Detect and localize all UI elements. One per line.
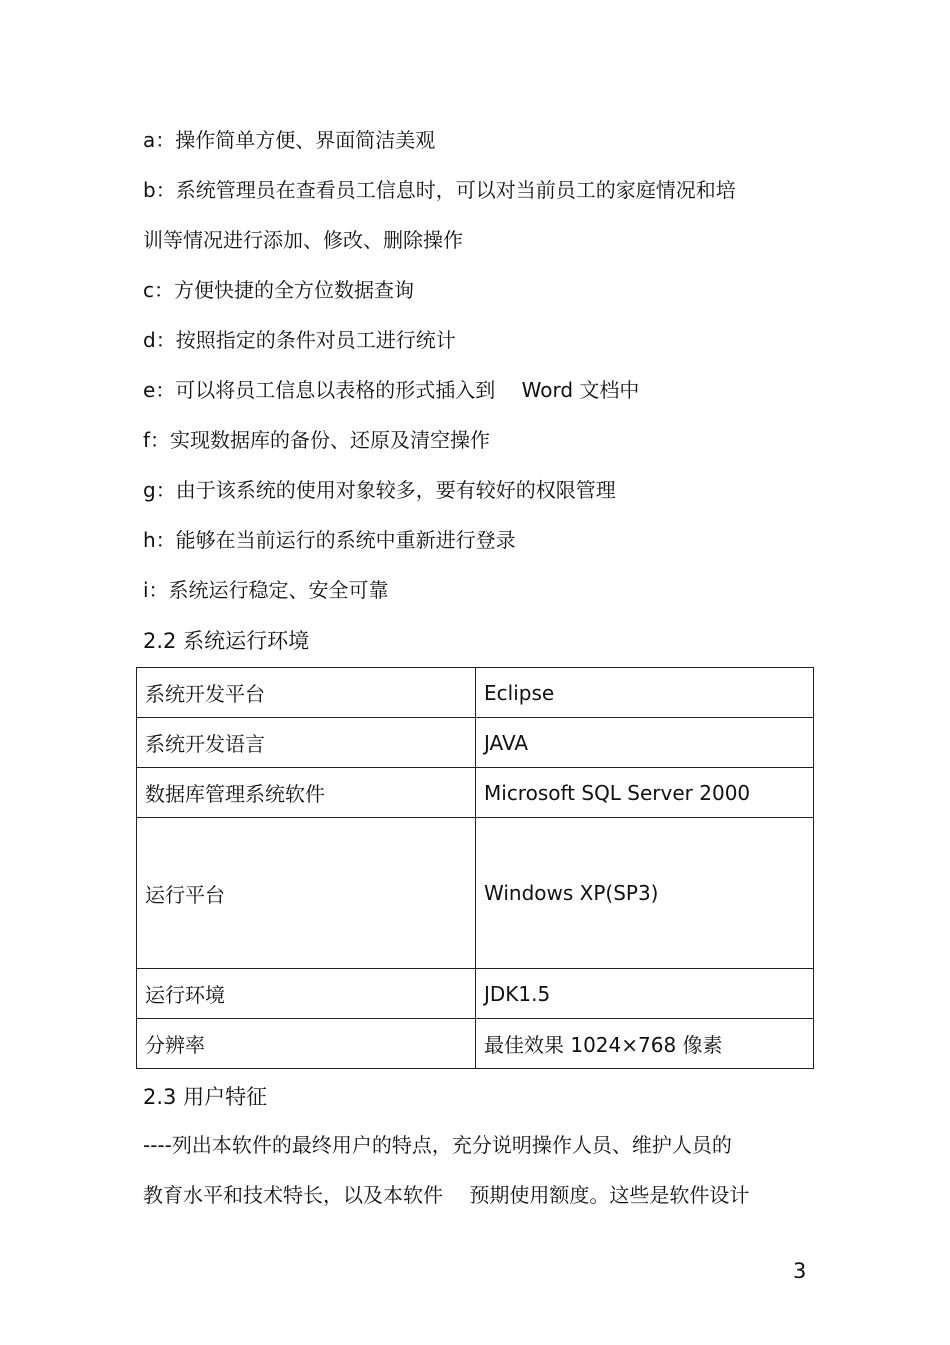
table-row — [137, 668, 814, 718]
requirement-line-h: h：能够在当前运行的系统中重新进行登录 — [143, 528, 516, 552]
table-row — [137, 969, 814, 1019]
requirement-line-d: d：按照指定的条件对员工进行统计 — [143, 328, 456, 352]
requirement-line-f: f：实现数据库的备份、还原及清空操作 — [143, 428, 491, 452]
table-row — [137, 718, 814, 768]
requirement-line-b-cont: 训等情况进行添加、修改、删除操作 — [143, 228, 463, 252]
table-cell-value: Microsoft SQL Server 2000 — [476, 768, 814, 818]
requirement-line-b: b：系统管理员在查看员工信息时，可以对当前员工的家庭情况和培 — [143, 178, 736, 202]
user-features-line-1: ----列出本软件的最终用户的特点，充分说明操作人员、维护人员的 — [143, 1133, 732, 1157]
requirement-line-e: e：可以将员工信息以表格的形式插入到 Word 文档中 — [143, 378, 640, 402]
user-features-line-2: 教育水平和技术特长，以及本软件 预期使用额度。这些是软件设计 — [143, 1183, 750, 1207]
requirement-line-i: i：系统运行稳定、安全可靠 — [143, 578, 389, 602]
section-heading-2-3: 2.3 用户特征 — [143, 1085, 268, 1109]
requirement-line-g: g：由于该系统的使用对象较多，要有较好的权限管理 — [143, 478, 616, 502]
table-cell-value: Eclipse — [476, 668, 814, 718]
table-cell-label: 运行平台 — [137, 818, 476, 969]
table-cell-label: 分辨率 — [137, 1019, 476, 1069]
table-cell-value: 最佳效果 1024×768 像素 — [476, 1019, 814, 1069]
table-row — [137, 1019, 814, 1069]
table-cell-label: 系统开发平台 — [137, 668, 476, 718]
environment-table — [136, 667, 814, 1069]
section-heading-2-2: 2.2 系统运行环境 — [143, 629, 310, 653]
table-row — [137, 818, 814, 969]
page-number: 3 — [793, 1259, 807, 1283]
table-cell-value: JAVA — [476, 718, 814, 768]
table-cell-label: 数据库管理系统软件 — [137, 768, 476, 818]
table-cell-label: 系统开发语言 — [137, 718, 476, 768]
table-cell-label: 运行环境 — [137, 969, 476, 1019]
requirement-line-a: a：操作简单方便、界面简洁美观 — [143, 128, 436, 152]
requirement-line-c: c：方便快捷的全方位数据查询 — [143, 278, 414, 302]
table-row — [137, 768, 814, 818]
table-cell-value: Windows XP(SP3) — [476, 818, 814, 969]
table-cell-value: JDK1.5 — [476, 969, 814, 1019]
